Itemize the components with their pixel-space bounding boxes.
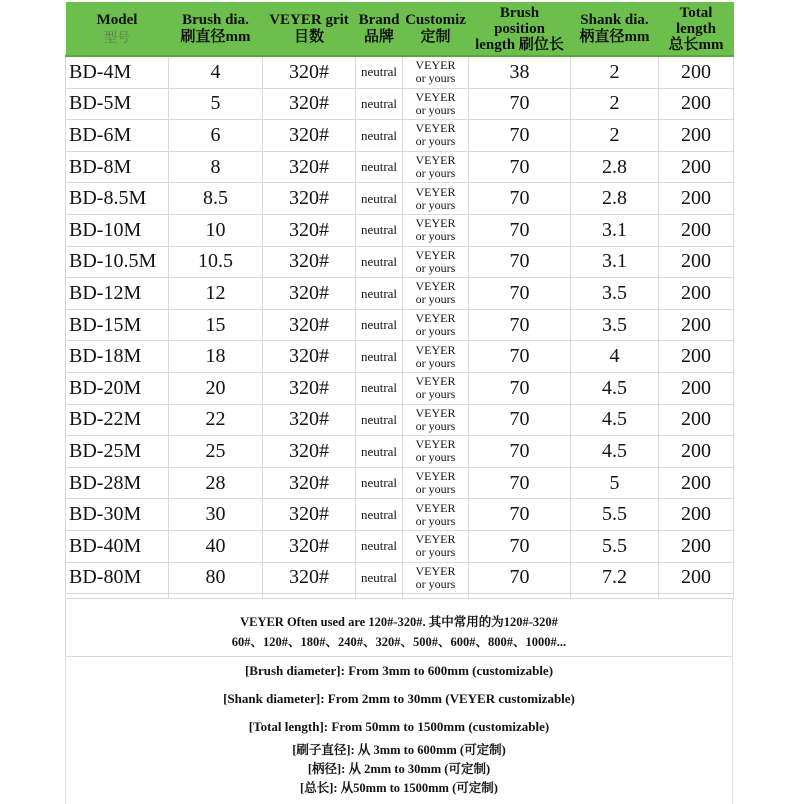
customize-cell xyxy=(403,467,469,499)
spacer-cell xyxy=(356,594,403,599)
column-header-total-length: Total length 总长mm xyxy=(659,2,734,56)
customize-cell xyxy=(403,309,469,341)
customize-line2: or yours xyxy=(415,482,456,497)
position-length-cell: 70 xyxy=(469,88,571,120)
customize-cell xyxy=(403,88,469,120)
column-header-model xyxy=(66,2,169,56)
grit-note-line1: VEYER Often used are 120#-320#. 其中常用的为120#-320# xyxy=(240,615,558,630)
table-row xyxy=(66,467,734,499)
customize-cell xyxy=(403,499,469,531)
position-length-cell: 70 xyxy=(469,404,571,436)
customize-line1: VEYER xyxy=(415,374,456,389)
total-length-cell: 200 xyxy=(659,372,734,404)
customize-cell xyxy=(403,530,469,562)
brush-dia-cell: 8 xyxy=(169,151,263,183)
column-header-brush-dia: Brush dia. 刷直径mm xyxy=(169,2,263,56)
total-length-cell: 200 xyxy=(659,120,734,152)
customize-cell xyxy=(403,120,469,152)
header-row xyxy=(66,2,734,56)
brush-dia-cell: 28 xyxy=(169,467,263,499)
brand-cell: neutral xyxy=(356,467,403,499)
customize-line2: or yours xyxy=(415,229,456,244)
model-cell: BD-30M xyxy=(66,499,169,531)
total-length-cell: 200 xyxy=(659,562,734,594)
total-length-cell: 200 xyxy=(659,183,734,215)
table-header xyxy=(66,2,734,56)
customize-line1: VEYER xyxy=(415,469,456,484)
shank-dia-cell: 4.5 xyxy=(571,404,659,436)
table-body xyxy=(66,56,734,599)
spacer-cell xyxy=(571,594,659,599)
brush-dia-cell: 20 xyxy=(169,372,263,404)
brand-cell: neutral xyxy=(356,214,403,246)
model-cell: BD-6M xyxy=(66,120,169,152)
table-row xyxy=(66,372,734,404)
grit-cell: 320# xyxy=(263,436,356,468)
position-length-cell: 70 xyxy=(469,120,571,152)
total-length-cell: 200 xyxy=(659,404,734,436)
model-cell: BD-8M xyxy=(66,151,169,183)
position-length-cell: 70 xyxy=(469,214,571,246)
customize-cell xyxy=(403,341,469,373)
total-length-cell: 200 xyxy=(659,309,734,341)
shank-dia-cell: 2 xyxy=(571,88,659,120)
brand-cell: neutral xyxy=(356,436,403,468)
customize-line2: or yours xyxy=(415,166,456,181)
customize-line2: or yours xyxy=(415,71,456,86)
spacer-cell xyxy=(169,594,263,599)
customize-line2: or yours xyxy=(415,418,456,433)
shank-dia-cell: 3.1 xyxy=(571,246,659,278)
brush-dia-cell: 12 xyxy=(169,278,263,310)
customize-line1: VEYER xyxy=(415,153,456,168)
grit-note xyxy=(65,599,733,657)
model-cell: BD-12M xyxy=(66,278,169,310)
customize-line1: VEYER xyxy=(415,121,456,136)
brush-dia-cell: 10 xyxy=(169,214,263,246)
customize-line2: or yours xyxy=(415,260,456,275)
customize-line2: or yours xyxy=(415,513,456,528)
model-cell: BD-80M xyxy=(66,562,169,594)
customize-line2: or yours xyxy=(415,355,456,370)
shank-dia-cell: 2 xyxy=(571,120,659,152)
grit-cell: 320# xyxy=(263,151,356,183)
customize-cell xyxy=(403,436,469,468)
brand-cell: neutral xyxy=(356,151,403,183)
model-cell: BD-40M xyxy=(66,530,169,562)
product-spec-sheet xyxy=(65,2,733,804)
grit-cell: 320# xyxy=(263,309,356,341)
brand-cell: neutral xyxy=(356,278,403,310)
shank-dia-cell: 3.1 xyxy=(571,214,659,246)
customize-line1: VEYER xyxy=(415,405,456,420)
range-note-brush-diameter: [Brush diameter]: From 3mm to 600mm (customizable) xyxy=(244,663,554,679)
position-length-cell: 70 xyxy=(469,183,571,215)
model-cell: BD-20M xyxy=(66,372,169,404)
table-row xyxy=(66,88,734,120)
shank-dia-cell: 5.5 xyxy=(571,499,659,531)
column-header-grit: VEYER grit 目数 xyxy=(263,2,356,56)
shank-dia-cell: 2.8 xyxy=(571,151,659,183)
brush-dia-cell: 8.5 xyxy=(169,183,263,215)
customize-cell xyxy=(403,278,469,310)
table-row xyxy=(66,499,734,531)
position-length-cell: 70 xyxy=(469,309,571,341)
range-note-brush-diameter-zh: [刷子直径]: 从 3mm to 600mm (可定制) xyxy=(292,743,506,758)
customize-line2: or yours xyxy=(415,134,456,149)
total-length-cell: 200 xyxy=(659,436,734,468)
customize-line1: VEYER xyxy=(415,184,456,199)
customize-line2: or yours xyxy=(415,576,456,591)
customize-line1: VEYER xyxy=(415,342,456,357)
column-header-customize: Customiz 定制 xyxy=(403,2,469,56)
shank-dia-cell: 4 xyxy=(571,341,659,373)
range-note-shank-diameter: [Shank diameter]: From 2mm to 30mm (VEYER customizable) xyxy=(223,691,575,707)
brand-cell: neutral xyxy=(356,183,403,215)
table-row xyxy=(66,530,734,562)
shank-dia-cell: 7.2 xyxy=(571,562,659,594)
brush-dia-cell: 80 xyxy=(169,562,263,594)
grit-cell: 320# xyxy=(263,120,356,152)
position-length-cell: 70 xyxy=(469,278,571,310)
customize-cell xyxy=(403,246,469,278)
model-cell: BD-15M xyxy=(66,309,169,341)
brush-dia-cell: 5 xyxy=(169,88,263,120)
total-length-cell: 200 xyxy=(659,278,734,310)
brand-cell: neutral xyxy=(356,341,403,373)
shank-dia-cell: 2 xyxy=(571,56,659,88)
table-row xyxy=(66,404,734,436)
grit-cell: 320# xyxy=(263,183,356,215)
spacer-cell xyxy=(263,594,356,599)
total-length-cell: 200 xyxy=(659,499,734,531)
brand-cell: neutral xyxy=(356,88,403,120)
customize-cell xyxy=(403,56,469,88)
table-row xyxy=(66,246,734,278)
column-header-shank-dia: Shank dia. 柄直径mm xyxy=(571,2,659,56)
range-note-total-length-zh: [总长]: 从50mm to 1500mm (可定制) xyxy=(300,781,498,796)
customize-line1: VEYER xyxy=(415,311,456,326)
table-row xyxy=(66,151,734,183)
total-length-cell: 200 xyxy=(659,151,734,183)
model-cell: BD-8.5M xyxy=(66,183,169,215)
model-cell: BD-18M xyxy=(66,341,169,373)
brand-cell: neutral xyxy=(356,404,403,436)
model-cell: BD-25M xyxy=(66,436,169,468)
brush-dia-cell: 18 xyxy=(169,341,263,373)
total-length-cell: 200 xyxy=(659,467,734,499)
position-length-cell: 70 xyxy=(469,467,571,499)
position-length-cell: 70 xyxy=(469,562,571,594)
grit-cell: 320# xyxy=(263,404,356,436)
table-row xyxy=(66,56,734,88)
grit-cell: 320# xyxy=(263,246,356,278)
grit-cell: 320# xyxy=(263,562,356,594)
shank-dia-cell: 3.5 xyxy=(571,278,659,310)
model-cell: BD-5M xyxy=(66,88,169,120)
model-cell: BD-28M xyxy=(66,467,169,499)
customize-cell xyxy=(403,562,469,594)
customize-line2: or yours xyxy=(415,450,456,465)
grit-cell: 320# xyxy=(263,88,356,120)
customize-line1: VEYER xyxy=(415,437,456,452)
brush-dia-cell: 40 xyxy=(169,530,263,562)
range-notes xyxy=(65,657,733,804)
position-length-cell: 38 xyxy=(469,56,571,88)
customize-cell xyxy=(403,214,469,246)
table-row xyxy=(66,214,734,246)
model-cell: BD-4M xyxy=(66,56,169,88)
table-row xyxy=(66,183,734,215)
customize-line1: VEYER xyxy=(415,58,456,73)
brand-cell: neutral xyxy=(356,309,403,341)
customize-line2: or yours xyxy=(415,387,456,402)
brand-cell: neutral xyxy=(356,372,403,404)
customize-line1: VEYER xyxy=(415,247,456,262)
customize-line1: VEYER xyxy=(415,216,456,231)
total-length-cell: 200 xyxy=(659,246,734,278)
customize-line1: VEYER xyxy=(415,500,456,515)
column-header-position-length: Brush position length 刷位长 xyxy=(469,2,571,56)
brand-cell: neutral xyxy=(356,499,403,531)
spacer-cell xyxy=(66,594,169,599)
position-length-cell: 70 xyxy=(469,246,571,278)
table-row xyxy=(66,562,734,594)
table-row xyxy=(66,341,734,373)
grit-cell: 320# xyxy=(263,467,356,499)
spacer-row xyxy=(66,594,734,599)
table-row xyxy=(66,309,734,341)
model-cell: BD-10M xyxy=(66,214,169,246)
total-length-cell: 200 xyxy=(659,88,734,120)
shank-dia-cell: 3.5 xyxy=(571,309,659,341)
position-length-cell: 70 xyxy=(469,499,571,531)
spacer-cell xyxy=(403,594,469,599)
customize-line2: or yours xyxy=(415,292,456,307)
brush-dia-cell: 10.5 xyxy=(169,246,263,278)
brush-dia-cell: 30 xyxy=(169,499,263,531)
shank-dia-cell: 2.8 xyxy=(571,183,659,215)
position-length-cell: 70 xyxy=(469,341,571,373)
customize-line1: VEYER xyxy=(415,563,456,578)
grit-cell: 320# xyxy=(263,56,356,88)
position-length-cell: 70 xyxy=(469,530,571,562)
customize-line2: or yours xyxy=(415,102,456,117)
total-length-cell: 200 xyxy=(659,530,734,562)
total-length-cell: 200 xyxy=(659,341,734,373)
range-note-shank-diameter-zh: [柄径]: 从 2mm to 30mm (可定制) xyxy=(307,762,491,777)
grit-cell: 320# xyxy=(263,341,356,373)
brand-cell: neutral xyxy=(356,562,403,594)
customize-line2: or yours xyxy=(415,324,456,339)
customize-line2: or yours xyxy=(415,545,456,560)
brand-cell: neutral xyxy=(356,246,403,278)
header-model-zh: 型号 xyxy=(103,29,130,45)
spacer-cell xyxy=(659,594,734,599)
shank-dia-cell: 4.5 xyxy=(571,436,659,468)
position-length-cell: 70 xyxy=(469,436,571,468)
customize-cell xyxy=(403,372,469,404)
brush-dia-cell: 22 xyxy=(169,404,263,436)
spacer-cell xyxy=(469,594,571,599)
model-cell: BD-22M xyxy=(66,404,169,436)
customize-cell xyxy=(403,404,469,436)
grit-note-line2: 60#、120#、180#、240#、320#、500#、600#、800#、1000#... xyxy=(231,635,567,650)
grit-cell: 320# xyxy=(263,278,356,310)
position-length-cell: 70 xyxy=(469,151,571,183)
brush-dia-cell: 25 xyxy=(169,436,263,468)
brand-cell: neutral xyxy=(356,530,403,562)
shank-dia-cell: 5.5 xyxy=(571,530,659,562)
shank-dia-cell: 4.5 xyxy=(571,372,659,404)
grit-cell: 320# xyxy=(263,530,356,562)
brush-dia-cell: 4 xyxy=(169,56,263,88)
brush-spec-table xyxy=(65,2,734,599)
table-row xyxy=(66,436,734,468)
table-row xyxy=(66,120,734,152)
customize-cell xyxy=(403,183,469,215)
range-note-total-length: [Total length]: From 50mm to 1500mm (customizable) xyxy=(248,719,550,735)
model-cell: BD-10.5M xyxy=(66,246,169,278)
brush-dia-cell: 15 xyxy=(169,309,263,341)
brand-cell: neutral xyxy=(356,56,403,88)
total-length-cell: 200 xyxy=(659,56,734,88)
grit-cell: 320# xyxy=(263,372,356,404)
brand-cell: neutral xyxy=(356,120,403,152)
position-length-cell: 70 xyxy=(469,372,571,404)
total-length-cell: 200 xyxy=(659,214,734,246)
header-model-en: Model xyxy=(96,11,138,28)
customize-line1: VEYER xyxy=(415,532,456,547)
customize-line1: VEYER xyxy=(415,89,456,104)
shank-dia-cell: 5 xyxy=(571,467,659,499)
customize-cell xyxy=(403,151,469,183)
grit-cell: 320# xyxy=(263,214,356,246)
customize-line1: VEYER xyxy=(415,279,456,294)
brush-dia-cell: 6 xyxy=(169,120,263,152)
table-row xyxy=(66,278,734,310)
column-header-brand: Brand 品牌 xyxy=(356,2,403,56)
customize-line2: or yours xyxy=(415,197,456,212)
grit-cell: 320# xyxy=(263,499,356,531)
